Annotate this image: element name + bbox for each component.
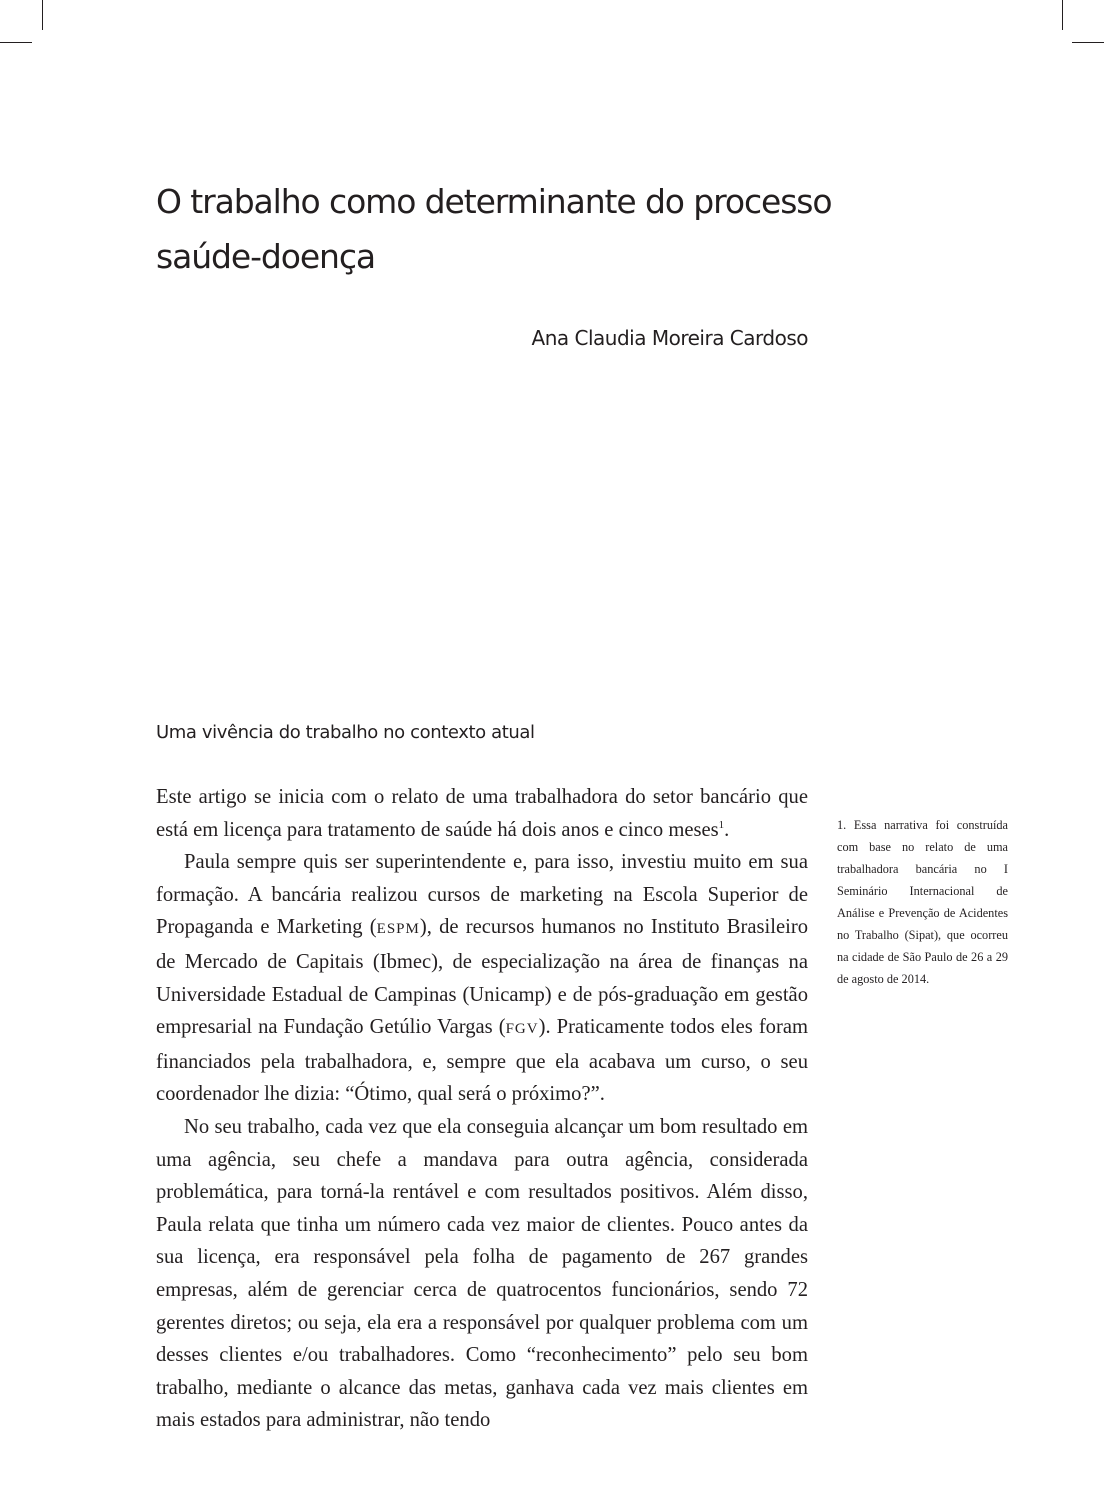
article-body xyxy=(156,781,808,1437)
article-title: O trabalho como determinante do processo saúde-doença xyxy=(156,182,832,276)
article-author: Ana Claudia Moreira Cardoso xyxy=(531,326,808,350)
paragraph-2-part-3: ). Praticamente todos eles foram financiados pela trabalhadora, e, sempre que ela acabava um curso, o seu coordenador lhe dizia: “Ótimo, qual será o próximo?”. xyxy=(156,1016,808,1106)
paragraph-1 xyxy=(156,781,808,846)
crop-mark-left xyxy=(0,42,32,43)
paragraph-1-text: Este artigo se inicia com o relato de uma trabalhadora do setor bancário que está em licença para tratamento de saúde há dois anos e cinco meses xyxy=(156,786,808,841)
crop-mark-top-left xyxy=(42,0,43,30)
crop-mark-right xyxy=(1072,42,1104,43)
paragraph-1-end: . xyxy=(724,818,730,841)
abbreviation-espm: ESPM xyxy=(376,921,420,938)
paragraph-2 xyxy=(156,846,808,1111)
footnote-reference-1: 1 xyxy=(718,818,725,831)
crop-mark-top-right xyxy=(1062,0,1063,30)
abbreviation-fgv: FGV xyxy=(505,1021,539,1038)
paragraph-3: No seu trabalho, cada vez que ela conseguia alcançar um bom resultado em uma agência, seu chefe a mandava para outra agência, considerada problemática, para torná-la rentável e com resultados positivos. Além disso, Paula relata que tinha um número cada vez maior de clientes. Pouco antes da sua licença, era responsável pela folha de pagamento de 267 grandes empresas, além de gerenciar cerca de quatrocentos funcionários, sendo 72 gerentes diretos; ou seja, ela era a responsável por qualquer problema com um desses clientes e/ou trabalhadores. Como “reconhecimento” pelo seu bom trabalho, mediante o alcance das metas, ganhava cada vez mais clientes em mais estados para administrar, não tendo xyxy=(156,1115,808,1432)
footnote-1: 1. Essa narrativa foi construída com base no relato de uma trabalhadora bancária no I Seminário Internacional de Análise e Prevenção de Acidentes no Trabalho (Sipat), que ocorreu na cidade de São Paulo de 26 a 29 de agosto de 2014. xyxy=(837,818,1008,986)
paragraph-2-part-2: ), de recursos humanos no Instituto Brasileiro de Mercado de Capitais (Ibmec), de especialização na área de finanças na Universidade Estadual de Campinas (Unicamp) e de pós-graduação em gestão empresarial na Fundação Getúlio Vargas ( xyxy=(156,916,809,1039)
paragraph-2-part-1: Paula sempre quis ser superintendente e, para isso, investiu muito em sua formação. A bancária realizou cursos de marketing na Escola Superior de Propaganda e Marketing ( xyxy=(156,851,808,939)
section-heading: Uma vivência do trabalho no contexto atual xyxy=(156,722,535,743)
